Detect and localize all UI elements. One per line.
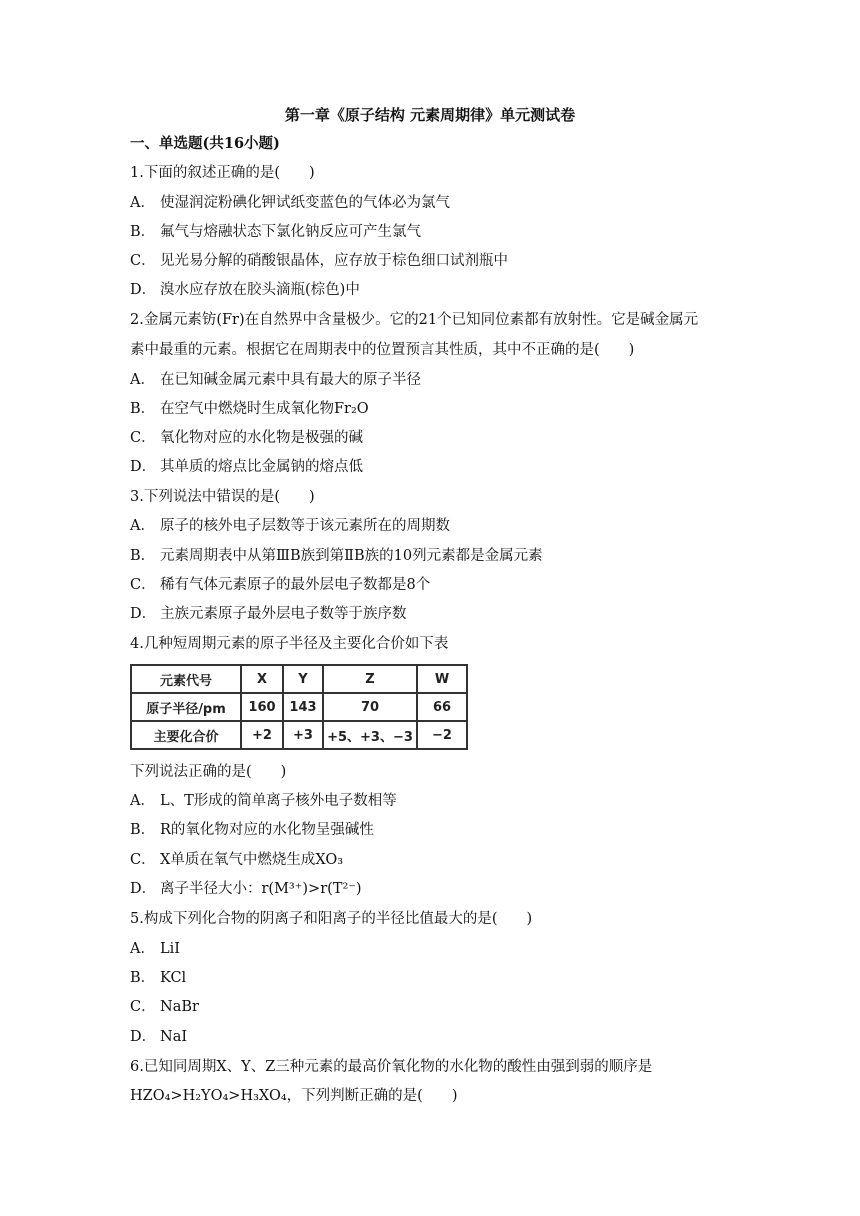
question-2-stem-line2: 素中最重的元素。根据它在周期表中的位置预言其性质，其中不正确的是( ): [130, 342, 635, 358]
question-5-option-b: B． KCl: [130, 970, 187, 986]
table-cell: 160: [241, 693, 283, 721]
question-5-option-c: C． NaBr: [130, 999, 199, 1015]
question-1-stem: 1.下面的叙述正确的是( ): [130, 165, 315, 181]
table-cell: 143: [283, 693, 323, 721]
question-3-option-a: A． 原子的核外电子层数等于该元素所在的周期数: [130, 518, 450, 534]
table-row: [131, 693, 467, 721]
question-1-option-b: B． 氟气与熔融状态下氯化钠反应可产生氯气: [130, 224, 421, 240]
question-6-stem-line1: 6.已知同周期X、Y、Z三种元素的最高价氧化物的水化物的酸性由强到弱的顺序是: [130, 1059, 653, 1075]
table-cell: 66: [417, 693, 467, 721]
question-5-stem: 5.构成下列化合物的阴离子和阳离子的半径比值最大的是( ): [130, 911, 533, 927]
question-1-option-a: A． 使湿润淀粉碘化钾试纸变蓝色的气体必为氯气: [130, 195, 450, 211]
question-3-option-d: D． 主族元素原子最外层电子数等于族序数: [130, 606, 407, 622]
table-cell: +5、+3、−3: [323, 721, 417, 749]
page-title: 第一章《原子结构 元素周期律》单元测试卷: [284, 106, 576, 124]
table-cell: +3: [283, 721, 323, 749]
question-3-option-c: C． 稀有气体元素原子的最外层电子数都是8个: [130, 577, 431, 593]
table-cell: +2: [241, 721, 283, 749]
table-cell: X: [241, 665, 283, 693]
table-cell: 元素代号: [131, 665, 241, 693]
table-row: [131, 721, 467, 749]
question-2-option-b: B． 在空气中燃烧时生成氧化物Fr₂O: [130, 401, 369, 417]
table-cell: 70: [323, 693, 417, 721]
question-4-option-b: B． R的氧化物对应的水化物呈强碱性: [130, 822, 374, 838]
table-cell: Y: [283, 665, 323, 693]
question-4-stem: 4.几种短周期元素的原子半径及主要化合价如下表: [130, 636, 449, 652]
question-2-stem-line1: 2.金属元素钫(Fr)在自然界中含量极少。它的21个已知同位素都有放射性。它是碱金属元: [130, 312, 699, 328]
question-1-option-c: C． 见光易分解的硝酸银晶体，应存放于棕色细口试剂瓶中: [130, 253, 508, 269]
question-3-stem: 3.下列说法中错误的是( ): [130, 489, 315, 505]
table-cell: 原子半径/pm: [131, 693, 241, 721]
question-4-option-a: A． L、T形成的简单离子核外电子数相等: [130, 793, 397, 809]
question-3-option-b: B． 元素周期表中从第ⅢB族到第ⅡB族的10列元素都是金属元素: [130, 548, 543, 564]
table-cell: 主要化合价: [131, 721, 241, 749]
question-6-stem-line2: HZO₄>H₂YO₄>H₃XO₄，下列判断正确的是( ): [130, 1088, 458, 1104]
section-heading: 一、单选题(共16小题): [130, 135, 280, 152]
table-cell: −2: [417, 721, 467, 749]
question-4-ask: 下列说法正确的是( ): [130, 764, 287, 780]
question-2-option-c: C． 氧化物对应的水化物是极强的碱: [130, 430, 363, 446]
question-4-option-d: D． 离子半径大小：r(M³⁺)>r(T²⁻): [130, 881, 362, 897]
table-header-row: [131, 665, 467, 693]
question-5-option-d: D． NaI: [130, 1029, 188, 1045]
question-1-option-d: D． 溴水应存放在胶头滴瓶(棕色)中: [130, 282, 360, 298]
question-2-option-a: A． 在已知碱金属元素中具有最大的原子半径: [130, 372, 421, 388]
element-data-table: [130, 664, 468, 750]
question-5-option-a: A． LiI: [130, 941, 180, 957]
table-cell: W: [417, 665, 467, 693]
question-2-option-d: D． 其单质的熔点比金属钠的熔点低: [130, 459, 363, 475]
question-4-option-c: C． X单质在氧气中燃烧生成XO₃: [130, 852, 344, 868]
table-cell: Z: [323, 665, 417, 693]
